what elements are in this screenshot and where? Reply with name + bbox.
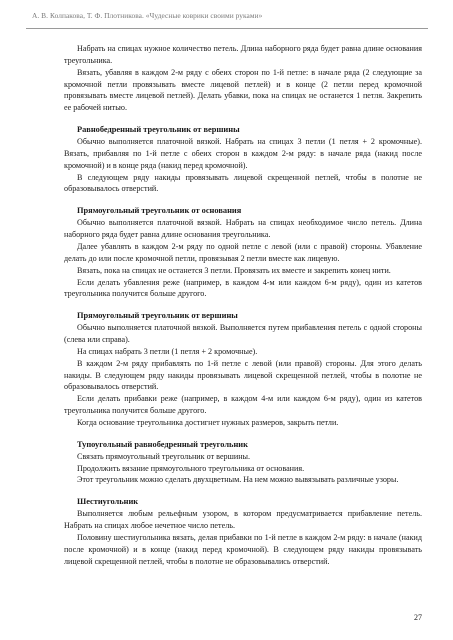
section-paragraph: Если делать убавления реже (например, в каждом 4-м или каждом 6-м ряду), один из катетов треугольника получится больше другого. [64, 277, 422, 299]
section-paragraph: Обычно выполняется платочной вязкой. Набрать на спицах необходимое число петель. Длина наборного ряда будет равна длине основания треугольника. [64, 218, 422, 240]
section-right-from-base [64, 205, 422, 300]
section-paragraph: Обычно выполняется платочной вязкой. Выполняется путем прибавления петель с одной стороны (слева или справа). [64, 323, 422, 345]
page-body [64, 43, 422, 568]
section-heading: Прямоугольный треугольник от основания [77, 206, 242, 216]
section-paragraph: Когда основание треугольника достигнет нужных размеров, закрыть петли. [77, 417, 339, 427]
section-paragraph: Этот треугольник можно сделать двухцветным. На нем можно вывязывать различные узоры. [77, 475, 399, 485]
running-header: А. В. Колпакова, Т. Ф. Плотникова. «Чудесные коврики своими руками» [32, 11, 263, 20]
section-heading: Тупоугольный равнобедренный треугольник [77, 439, 248, 449]
section-right-from-apex [64, 310, 422, 429]
section-hexagon [64, 496, 422, 567]
intro-paragraph: Набрать на спицах нужное количество петель. Длина наборного ряда будет равна длине основания треугольника. [64, 44, 422, 65]
section-obtuse-isosceles [64, 439, 422, 487]
section-paragraph: Если делать прибавки реже (например, в каждом 4-м или каждом 6-м ряду), один из катетов треугольника получится больше другого. [64, 394, 422, 416]
section-paragraph: Продолжить вязание прямоугольного треугольника от основания. [77, 463, 305, 473]
section-paragraph: Обычно выполняется платочной вязкой. Набрать на спицах 3 петли (1 петля + 2 кромочные). Вязать, прибавляя по 1-й петле с обеих сторон в каждом 2-м ряду: в начале ряда (накид после кромочной) и в конце ряда (накид перед кромочной). [64, 137, 422, 170]
section-paragraph: На спицах набрать 3 петли (1 петля + 2 кромочные). [77, 346, 258, 356]
section-paragraph: Выполняется любым рельефным узором, в котором предусматривается прибавление петель. Набрать на спицах любое нечетное число петель. [64, 509, 422, 531]
intro-paragraph: Вязать, убавляя в каждом 2-м ряду с обеих сторон по 1-й петле: в начале ряда (2 следующие за кромочной петли провязывать вместе лицевой петлей) и в конце (2 петли перед кромочной провязывать вместе лицевой петлей). Делать убавки, пока на спицах не останется 1 петля. Закрепить ее рабочей нитью. [64, 67, 422, 113]
section-heading: Равнобедренный треугольник от вершины [77, 125, 240, 135]
section-paragraph: Половину шестиугольника вязать, делая прибавки по 1-й петле в каждом 2-м ряду: в начале (накид после кромочной) и в конце (накид перед кромочной). В следующем ряду накиды провязывать лицевой скрещенной петлей, чтобы в полотне не образовывались отверстий. [64, 533, 422, 566]
page-number: 27 [414, 613, 422, 622]
section-heading: Шестиугольник [77, 497, 139, 507]
section-paragraph: Связать прямоугольный треугольник от вершины. [77, 451, 251, 461]
section-isosceles-from-apex [64, 124, 422, 195]
section-paragraph: В следующем ряду накиды провязывать лицевой скрещенной петлей, чтобы в полотне не образовывалось отверстий. [64, 172, 422, 194]
section-paragraph: Далее убавлять в каждом 2-м ряду по одной петле с левой (или с правой) стороны. Убавление делать до или после кромочной петли, провязывая 2 петли вместе как лицевую. [64, 241, 422, 263]
section-heading: Прямоугольный треугольник от вершины [77, 311, 238, 321]
section-paragraph: Вязать, пока на спицах не останется 3 петли. Провязать их вместе и закрепить конец нити. [77, 265, 391, 275]
header-divider [26, 28, 428, 29]
section-paragraph: В каждом 2-м ряду прибавлять по 1-й петле с левой (или правой) стороны. Для этого делать накиды. В следующем ряду накиды провязывать лицевой скрещенной петлей, чтобы в полотне не образовывалось отверстий. [64, 358, 422, 392]
